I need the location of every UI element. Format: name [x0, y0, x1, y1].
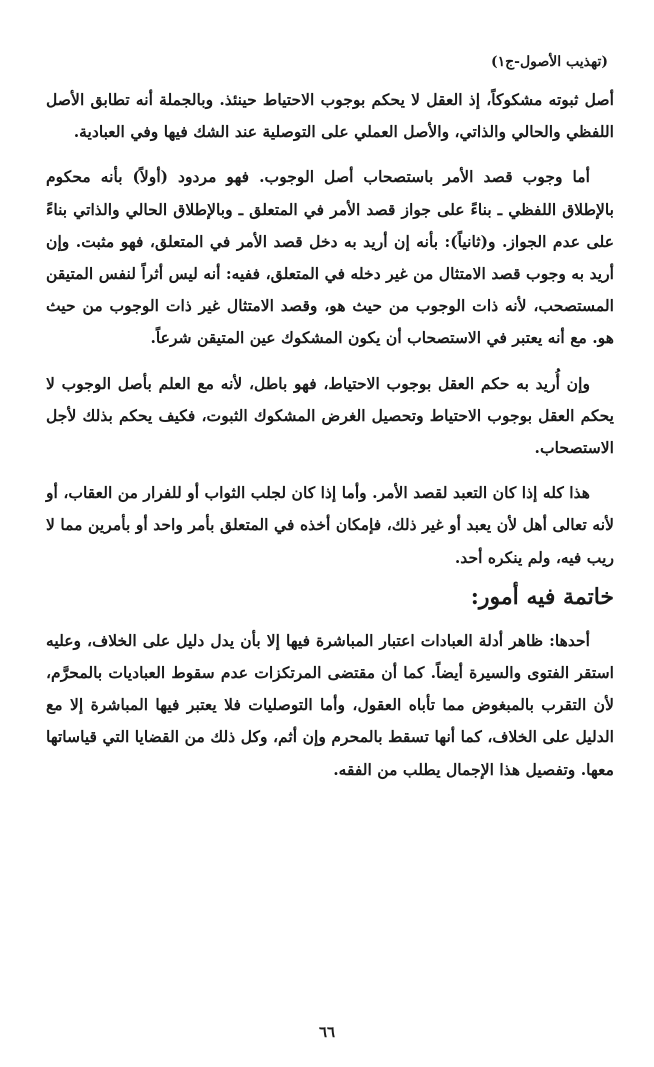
paragraph-1: أصل ثبوته مشكوكاً، إذ العقل لا يحكم بوجوب الاحتياط حينئذ. وبالجملة أنه تطابق الأصل اللفظي والحالي والذاتي، والأصل العملي على التوصلية عند الشك فيها وفي العبادية. [46, 90, 614, 142]
paragraph-3: وإن أُريد به حكم العقل بوجوب الاحتياط، فهو باطل، لأنه مع العلم بأصل الوجوب لا يحكم العقل بوجوب الاحتياط وتحصيل الغرض المشكوك الثبوت، فكيف يحكم بذلك لأجل الاستصحاب. [46, 373, 614, 458]
page-number: ٦٦ [318, 1023, 336, 1041]
paragraph-2: أما وجوب قصد الأمر باستصحاب أصل الوجوب. فهو مردود (أولاً) بأنه محكوم بالإطلاق اللفظي ـ بناءً على جواز قصد الأمر في المتعلق ـ وبالإطلاق الحالي والذاتي بناءً على عدم الجواز. و(ثانياً): بأنه إن أريد به دخل قصد الأمر في المتعلق، فهو مثبت. وإن أريد به وجوب قصد الامتثال من غير دخله في المتعلق، ففيه: أنه ليس أثراً لنفس المتيقن المستصحب، لأنه ذات الوجوب من حيث هو، وقصد الامتثال غير ذات الوجوب من حيث هو. مع أنه يعتبر في الاستصحاب أن يكون المشكوك عين المتيقن شرعاً. [46, 167, 614, 348]
running-header: (تهذيب الأصول-ج١) [490, 54, 608, 70]
page-body [46, 52, 614, 799]
section-heading: خاتمة فيه أمور: [470, 583, 614, 610]
paragraph-4: هذا كله إذا كان التعبد لقصد الأمر. وأما إذا كان لجلب الثواب أو للفرار من العقاب، أو لأنه تعالى أهل لأن يعبد أو غير ذلك، فإمكان أخذه في المتعلق بأمر واحد أو بأمرين مما لا ريب فيه، ولم ينكره أحد. [46, 483, 614, 567]
paragraph-5: أحدها: ظاهر أدلة العبادات اعتبار المباشرة فيها إلا بأن يدل دليل على الخلاف، وعليه استقر الفتوى والسيرة أيضاً. كما أن مقتضى المرتكزات عدم سقوط العباديات بالمحرَّم، لأن التقرب بالمبغوض مما تأباه العقول، وأما التوصليات فلا يعتبر فيها المباشرة إلا مع الدليل على الخلاف، كما أنها تسقط بالمحرم وإن أثم، وكل ذلك من القضايا التي قياساتها معها. وتفصيل هذا الإجمال يطلب من الفقه. [46, 630, 614, 779]
